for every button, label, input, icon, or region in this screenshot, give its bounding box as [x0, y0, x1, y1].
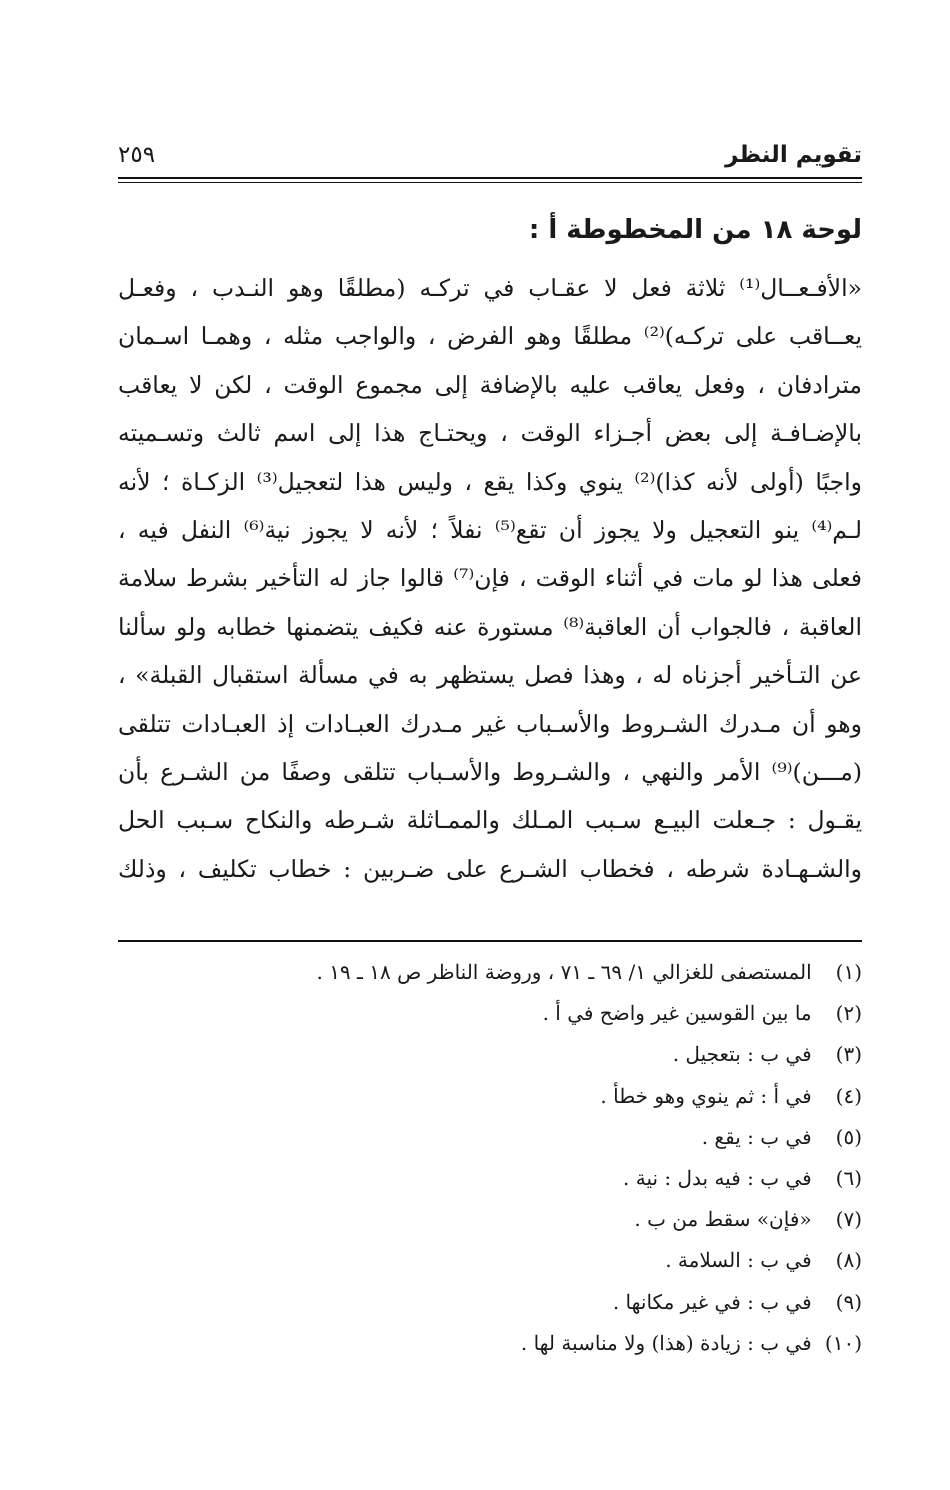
footnote-text: في ب : يقع . — [701, 1124, 812, 1149]
footnote — [118, 1240, 862, 1281]
footnote — [118, 1158, 862, 1199]
footnote — [118, 1282, 862, 1323]
footnote — [118, 1076, 862, 1117]
footnote-number: (٧) — [835, 1207, 862, 1232]
body-line: وهو أن مـدرك الشـروط والأسـباب غير مـدرك العبـادات إذ العبـادات تتلقى — [118, 709, 862, 738]
body-line: العاقبة ، فالجواب أن العاقبة⁽⁸⁾ مستورة عنه فكيف يتضمنها خطابه ولو سألنا — [118, 612, 862, 641]
body-line: والشـهـادة شرطه ، فخطاب الشـرع على ضـربين : خطاب تكليف ، وذلك — [118, 854, 862, 883]
footnote-text: في ب : في غير مكانها . — [612, 1289, 812, 1314]
body-line: واجبًا (أولى لأنه كذا)⁽²⁾ ينوي وكذا يقع ، وليس هذا لتعجيل⁽³⁾ الزكـاة ؛ لأنه — [118, 467, 862, 496]
body-line: عن التـأخير أجزناه له ، وهذا فصل يستظهر به في مسألة استقبال القبلة» ، — [118, 661, 862, 690]
footnote-number: (٨) — [835, 1248, 862, 1273]
footnote — [118, 1323, 862, 1364]
body-line: «الأفـعــال⁽¹⁾ ثلاثة فعل لا عقـاب في تركـه (مطلقًا وهو النـدب ، وفعـل — [118, 274, 862, 302]
footnote-number: (٢) — [835, 1001, 862, 1026]
footnote-number: (٥) — [835, 1124, 862, 1149]
page-number: ٢٥٩ — [118, 142, 156, 168]
body-line: يقـول : جـعلت البيـع سـبب المـلك والممـاثلة شـرطه والنكاح سـبب الحل — [118, 806, 862, 835]
header-rule-thin — [118, 182, 862, 183]
footnote-text: في ب : السلامة . — [665, 1248, 812, 1273]
footnote — [118, 1199, 862, 1240]
section-heading: لوحة ١٨ من المخطوطة أ : — [528, 215, 862, 245]
body-text — [118, 264, 862, 893]
footnote-number: (٩) — [835, 1289, 862, 1314]
footnote-text: في أ : ثم ينوي وهو خطأ . — [600, 1083, 812, 1108]
footnote-number: (١) — [835, 960, 862, 984]
footnote-number: (٦) — [835, 1165, 862, 1190]
footnote-number: (٣) — [835, 1042, 862, 1067]
body-line: فعلى هذا لو مات في أثناء الوقت ، فإن⁽⁷⁾ قالوا جاز له التأخير بشرط سلامة — [118, 564, 862, 593]
footnote-number: (١٠) — [824, 1330, 862, 1355]
footnote-separator — [118, 940, 862, 942]
body-line: مترادفان ، وفعل يعاقب عليه بالإضافة إلى مجموع الوقت ، لكن لا يعاقب — [118, 370, 862, 399]
footnote-text: المستصفى للغزالي ١/ ٦٩ ـ ٧١ ، وروضة الناظر ص ١٨ ـ ١٩ . — [316, 960, 812, 984]
footnote-text: في ب : بتعجيل . — [672, 1042, 812, 1067]
footnote — [118, 952, 862, 993]
body-line: لـم⁽⁴⁾ ينو التعجيل ولا يجوز أن تقع⁽⁵⁾ نفلاً ؛ لأنه لا يجوز نية⁽⁶⁾ النفل فيه ، — [118, 515, 862, 544]
body-line: يعــاقب على تركـه)⁽²⁾ مطلقًا وهو الفرض ، والواجب مثله ، وهمـا اسـمان — [118, 322, 862, 351]
page-header — [118, 140, 862, 180]
footnote-text: «فإن» سقط من ب . — [634, 1207, 812, 1232]
footnote — [118, 993, 862, 1034]
body-line: بالإضـافـة إلى بعض أجـزاء الوقت ، ويحتـاج هذا إلى اسم ثالث وتسـميته — [118, 419, 862, 448]
footnotes — [118, 952, 862, 1364]
footnote-text: في ب : فيه بدل : نية . — [623, 1165, 812, 1190]
footnote-text: ما بين القوسين غير واضح في أ . — [542, 1001, 812, 1026]
footnote-text: في ب : زيادة (هذا) ولا مناسبة لها . — [520, 1330, 812, 1355]
header-rule — [118, 177, 862, 179]
running-title: تقويم النظر — [725, 142, 862, 168]
footnote — [118, 1034, 862, 1075]
footnote — [118, 1117, 862, 1158]
footnote-number: (٤) — [835, 1083, 862, 1108]
body-line: (مـــن)⁽⁹⁾ الأمر والنهي ، والشـروط والأسـباب تتلقى وصفًا من الشـرع بأن — [118, 757, 862, 786]
